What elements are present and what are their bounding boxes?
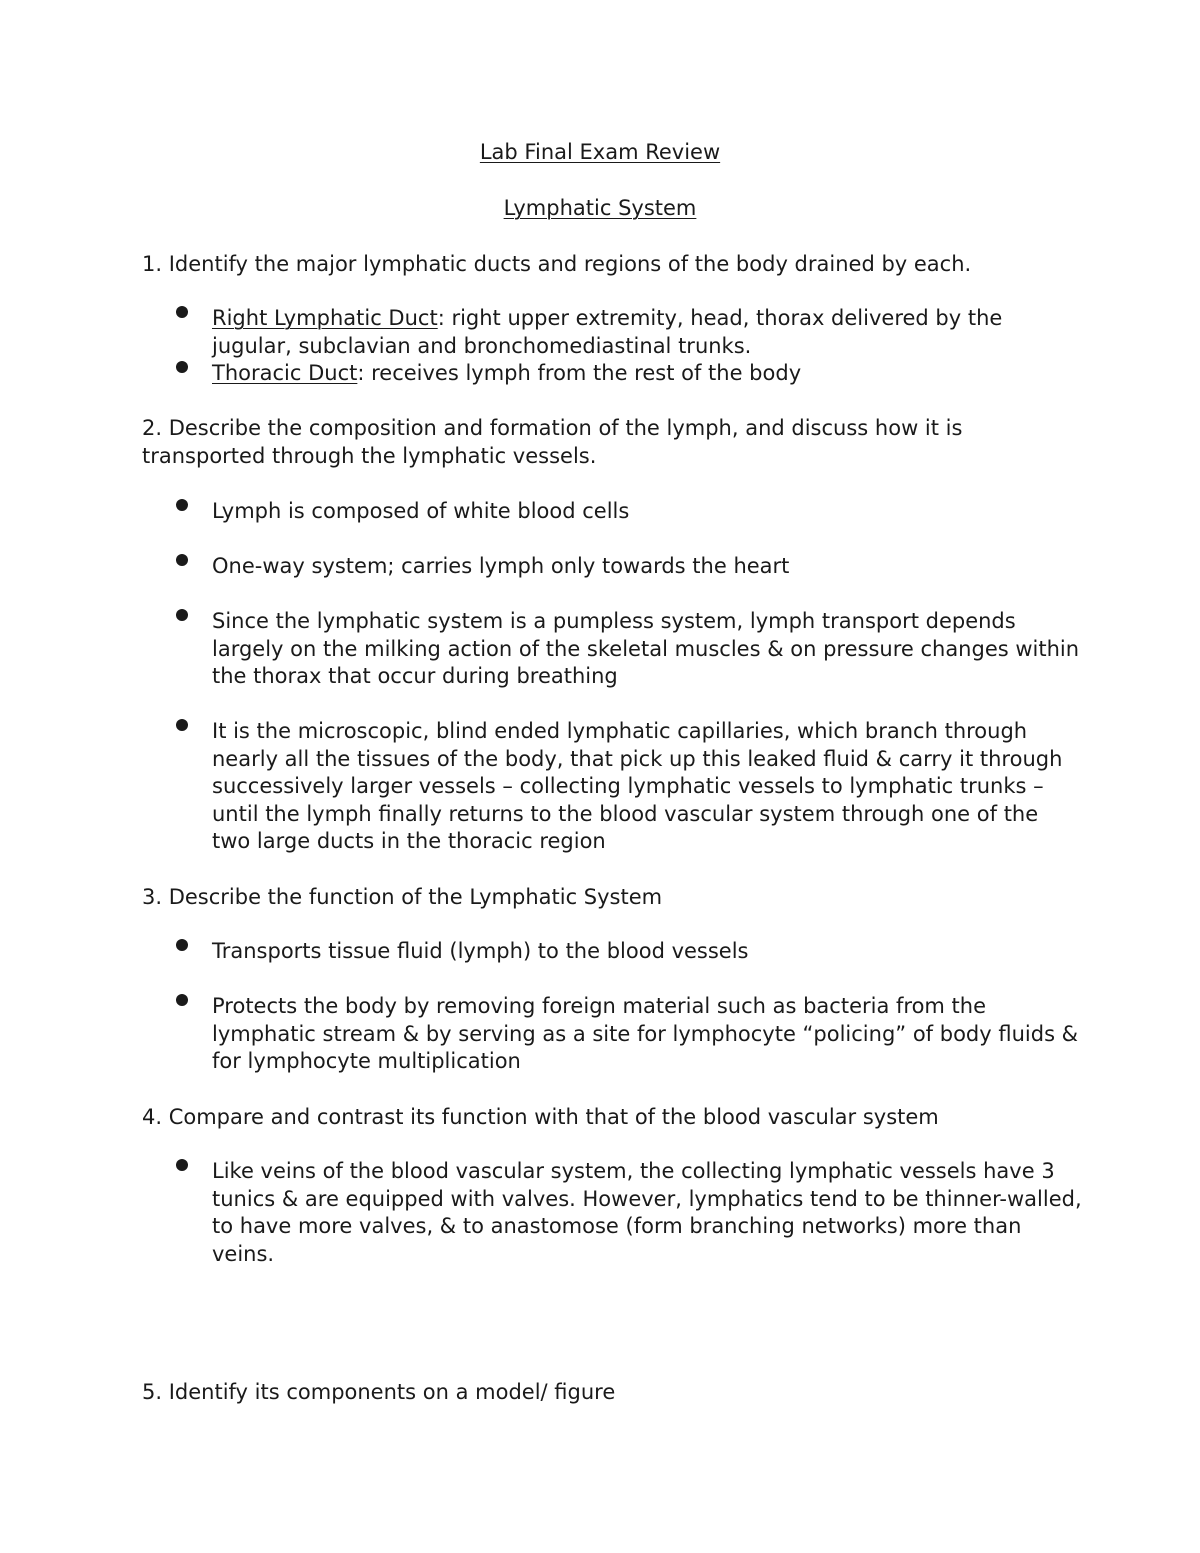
bullet-dot-icon (176, 994, 188, 1006)
bullet-text: Transports tissue fluid (lymph) to the blood vessels (212, 939, 749, 963)
bullet-item (212, 498, 1082, 526)
bullet-dot-icon (176, 609, 188, 621)
bullet-text: : right upper extremity, head, thorax delivered by the jugular, subclavian and bronchomediastinal trunks. (212, 306, 1003, 358)
bullet-item (212, 938, 1082, 966)
question-2: 2. Describe the composition and formation of the lymph, and discuss how it is transported through the lymphatic vessels. (142, 416, 963, 468)
bullet-item (212, 305, 1082, 360)
bullet-text: Since the lymphatic system is a pumpless system, lymph transport depends largely on the milking action of the skeletal muscles & on pressure changes within the thorax that occur during breathing (212, 609, 1080, 688)
bullet-text: It is the microscopic, blind ended lymphatic capillaries, which branch through nearly all the tissues of the body, that pick up this leaked fluid & carry it through successively larger vessels – collecting lymphatic vessels to lymphatic trunks – until the lymph finally returns to the blood vascular system through one of the two large ducts in the thoracic region (212, 719, 1063, 853)
bullet-item (212, 718, 1082, 856)
bullet-dot-icon (176, 554, 188, 566)
bullet-item (212, 1158, 1082, 1268)
section-heading: Lymphatic System (503, 196, 697, 220)
bullet-text: Lymph is composed of white blood cells (212, 499, 630, 523)
bullet-dot-icon (176, 1159, 188, 1171)
question-5: 5. Identify its components on a model/ figure (142, 1380, 616, 1404)
bullet-dot-icon (176, 361, 188, 373)
bullet-item (212, 553, 1082, 581)
term-right-lymphatic-duct: Right Lymphatic Duct (212, 306, 438, 330)
bullet-dot-icon (176, 306, 188, 318)
question-3: 3. Describe the function of the Lymphatic System (142, 885, 663, 909)
question-4: 4. Compare and contrast its function with that of the blood vascular system (142, 1105, 939, 1129)
bullet-text: Like veins of the blood vascular system, the collecting lymphatic vessels have 3 tunics & are equipped with valves. However, lymphatics tend to be thinner-walled, to have more valves, & to anastomose (form branching networks) more than veins. (212, 1159, 1082, 1266)
bullet-text: One-way system; carries lymph only towards the heart (212, 554, 790, 578)
bullet-item (212, 993, 1082, 1076)
bullet-dot-icon (176, 939, 188, 951)
term-thoracic-duct: Thoracic Duct (212, 361, 358, 385)
question-1: 1. Identify the major lymphatic ducts and regions of the body drained by each. (142, 252, 972, 276)
document-title: Lab Final Exam Review (479, 140, 721, 164)
bullet-dot-icon (176, 719, 188, 731)
bullet-text: : receives lymph from the rest of the body (357, 361, 802, 385)
bullet-text: Protects the body by removing foreign material such as bacteria from the lymphatic stream & by serving as a site for lymphocyte “policing” of body fluids & for lymphocyte multiplication (212, 994, 1079, 1073)
bullet-item (212, 360, 1082, 388)
bullet-item (212, 608, 1082, 691)
bullet-dot-icon (176, 499, 188, 511)
